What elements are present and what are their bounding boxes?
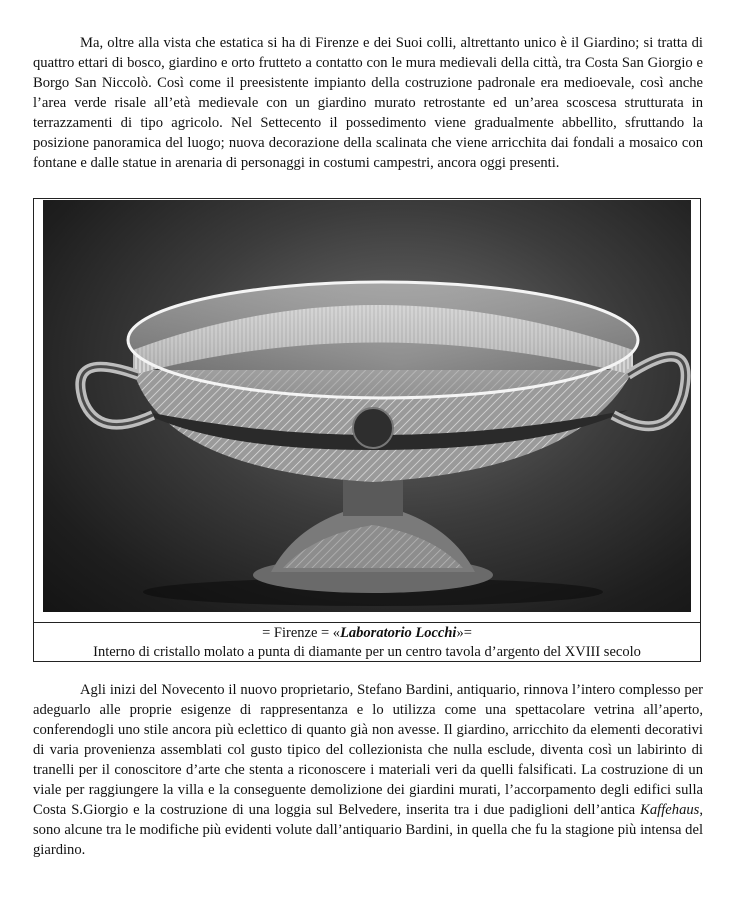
caption-prefix: = Firenze = « [262,625,341,641]
caption-title: Laboratorio Locchi [340,625,457,641]
caption-suffix: »= [456,625,472,641]
paragraph-intro: Ma, oltre alla vista che estatica si ha di Firenze e dei Suoi colli, altrettanto unico è il Giardino; si tratta di quattro ettari di bosco, giardino e orto frutteto a contatto con le mura medievali della città, tra Costa San Giorgio e Borgo San Niccolò. Così come il preesistente impianto della costruzione padronale era medioevale, così anche l’area verde risale all’età medievale con un giardino murato retrostante ed un’area scoscesa strutturata in terrazzamenti di tipo agricolo. Nel Settecento il possedimento viene gradualmente abbellito, sfruttando la posizione panoramica del luogo; nuova decorazione della scalinata che viene arricchita dai fondali a mosaico con fontane e dalle statue in arenaria di personaggi in costumi campestri, ancora oggi presenti. [33,35,703,171]
paragraph-bardini [33,680,703,860]
figure-caption [34,622,700,663]
caption-heading [34,623,700,643]
paragraph-bardini-text-1: Agli inizi del Novecento il nuovo proprietario, Stefano Bardini, antiquario, rinnova l’intero complesso per adeguarlo alle proprie esigenze di rappresentanza e lo utilizza come una spettacolare vetrina all’aperto, conferendogli uno stile ancora più eclettico di quanto già non avesse. Il giardino, arricchito da elementi decorativi di varia provenienza assemblati col gusto tipico del collezionista che nulla esclude, diventa così un labirinto di tranelli per il conoscitore d’arte che stenta a riconoscere i materiali veri da quelli falsificati. La costruzione di un viale per raggiungere la villa e la conseguente demolizione dei giardini murati, l’accorpamento degli edifici sulla Costa S.Giorgio e la costruzione di una loggia sul Belvedere, inserita tra i due padiglioni dell’antica [33,682,703,818]
caption-description: Interno di cristallo molato a punta di diamante per un centro tavola d’argento del XVIII secolo [93,644,641,660]
paragraph-bardini-italic: Kaffehaus [640,802,700,818]
paragraph-bardini-text-2: , sono alcune tra le modifiche più evidenti volute dall’antiquario Bardini, in quella che fu la stagione più intensa del giardino. [33,802,703,858]
photo-centerpiece [43,200,691,612]
centerpiece-illustration [43,200,691,612]
figure-box [33,198,701,662]
